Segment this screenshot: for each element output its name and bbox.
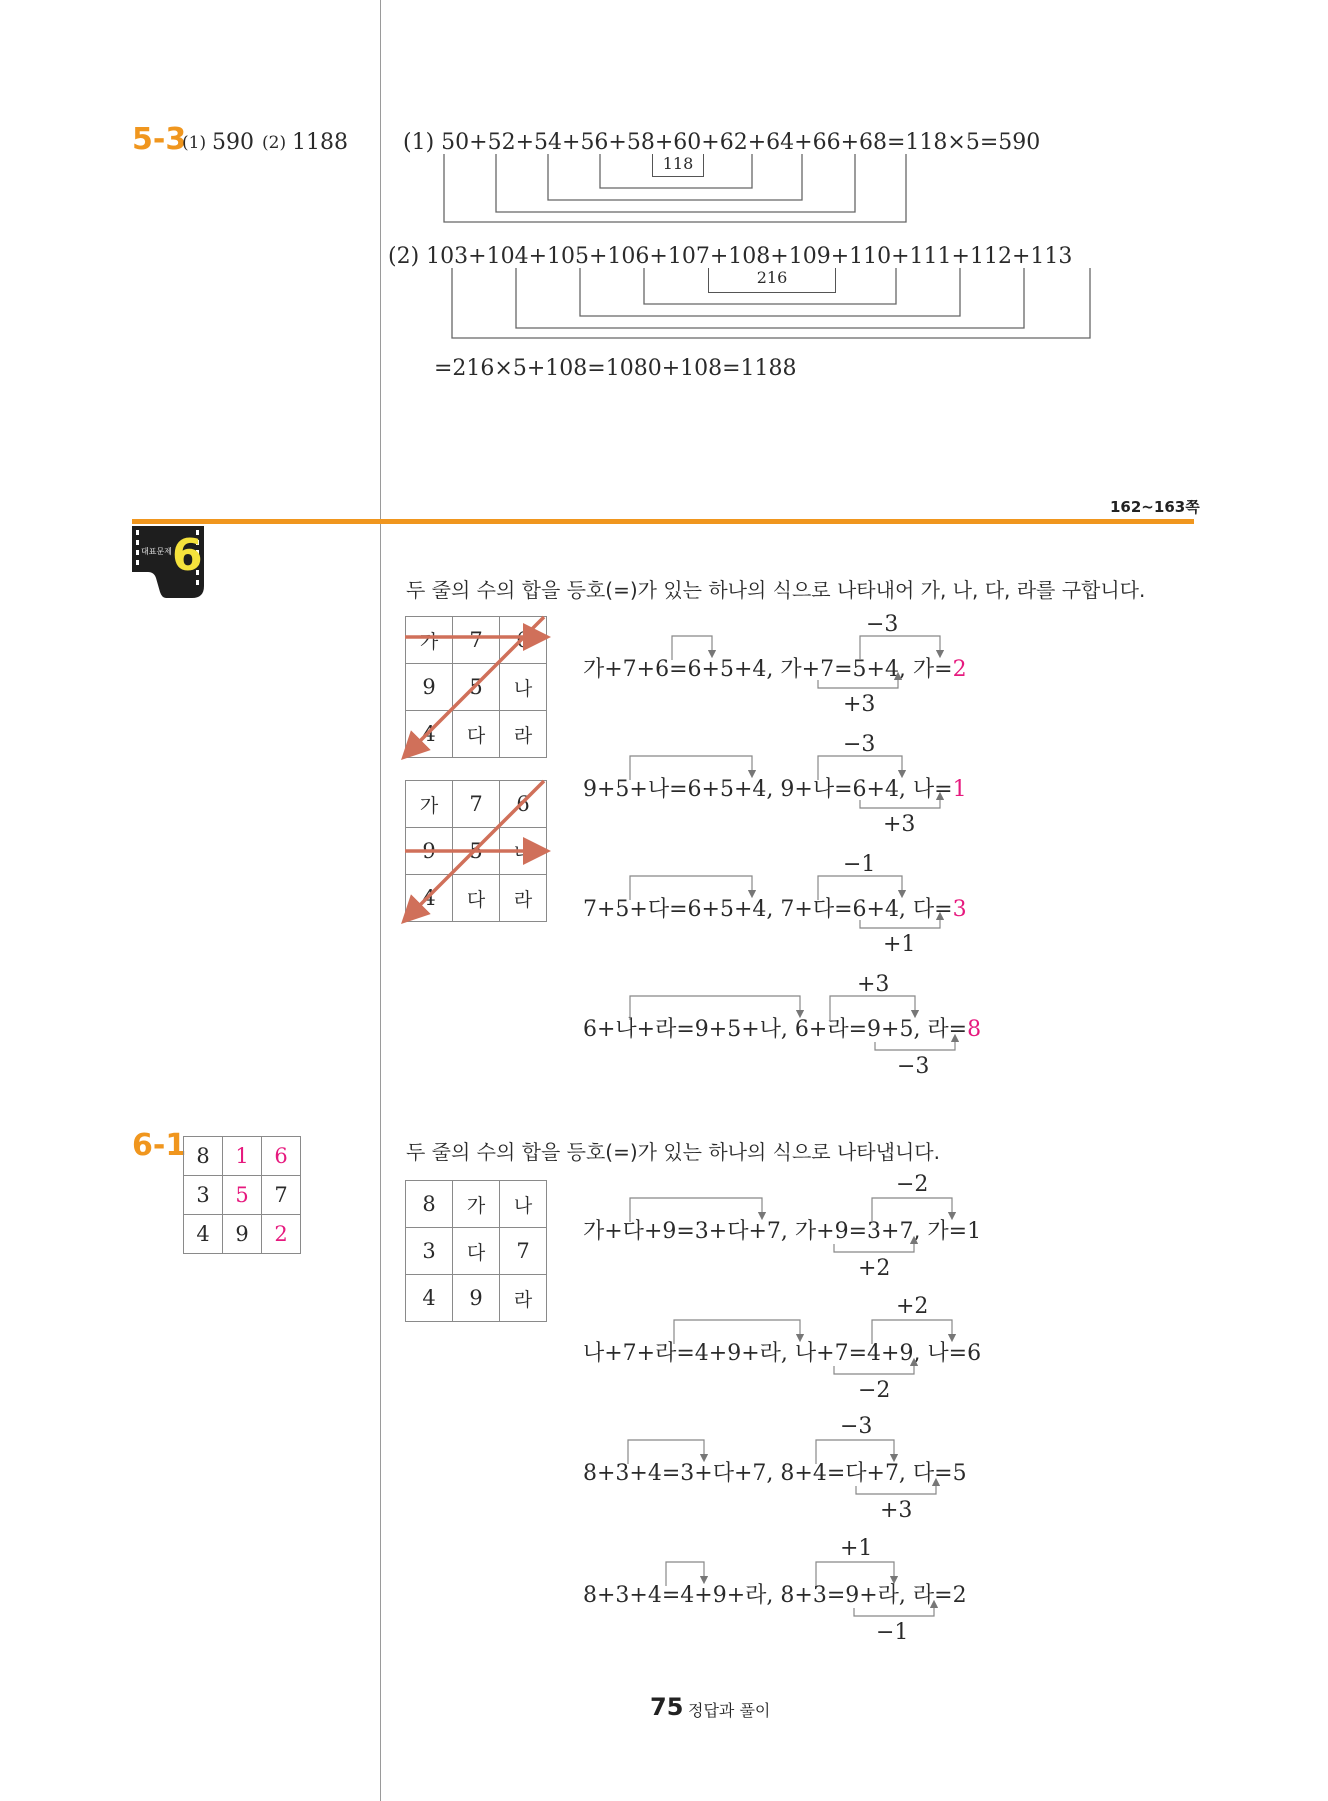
problem-label-6-1: 6-1 xyxy=(132,1128,187,1163)
grid-cell: 나 xyxy=(500,1181,547,1228)
grid-a-cell: 나 xyxy=(500,664,547,711)
step-answer: 3 xyxy=(952,897,967,922)
answer2-num: (2) xyxy=(262,133,287,153)
step-bottom-label: −2 xyxy=(858,1378,891,1403)
rep6-intro: 두 줄의 수의 합을 등호(=)가 있는 하나의 식으로 나타내어 가, 나, 다, 라를 구합니다. xyxy=(406,578,1146,602)
answer-grid-cell: 9 xyxy=(223,1215,262,1254)
grid-b-cell: 4 xyxy=(406,875,453,922)
step-equation: 8+3+4=3+다+7, 8+4=다+7, 다=5 xyxy=(583,1461,967,1486)
answer-grid-cell: 3 xyxy=(184,1176,223,1215)
grid-a-cell: 4 xyxy=(406,711,453,758)
answer2-value: 1188 xyxy=(292,130,348,155)
step-top-label: −3 xyxy=(866,612,899,637)
answer-grid-cell: 5 xyxy=(223,1176,262,1215)
step-top-label: +3 xyxy=(857,972,890,997)
answer-grid-cell: 1 xyxy=(223,1137,262,1176)
step-equation: 6+나+라=9+5+나, 6+라=9+5, 라=8 xyxy=(583,1017,982,1042)
pair-sum-box-2: 216 xyxy=(708,268,836,293)
sum-line-3: =216×5+108=1080+108=1188 xyxy=(434,356,797,381)
step-top-label: −3 xyxy=(843,732,876,757)
grid-a-cell: 라 xyxy=(500,711,547,758)
step-answer: 1 xyxy=(952,777,967,802)
step-equation: 9+5+나=6+5+4, 9+나=6+4, 나=1 xyxy=(583,777,967,802)
step-answer: 2 xyxy=(952,657,967,682)
step-top-label: −1 xyxy=(843,852,876,877)
step-top-label: +2 xyxy=(896,1294,929,1319)
grid-a-cell: 6 xyxy=(500,617,547,664)
grid-a-cell: 가 xyxy=(406,617,453,664)
grid-cell: 라 xyxy=(500,1275,547,1322)
answer1-num: (1) xyxy=(182,133,207,153)
grid-b-cell: 라 xyxy=(500,875,547,922)
step-equation: 가+다+9=3+다+7, 가+9=3+7, 가=1 xyxy=(583,1219,982,1244)
grid-a-cell: 9 xyxy=(406,664,453,711)
badge-number: 6 xyxy=(172,530,203,581)
step-bottom-label: +3 xyxy=(883,812,916,837)
grid-cell: 4 xyxy=(406,1275,453,1322)
step-equation: 나+7+라=4+9+라, 나+7=4+9, 나=6 xyxy=(583,1341,982,1366)
grid-cell: 9 xyxy=(453,1275,500,1322)
grid-cell: 가 xyxy=(453,1181,500,1228)
sum-line-1: (1) 50+52+54+56+58+60+62+64+66+68=118×5=590 xyxy=(403,130,1041,155)
p61-intro: 두 줄의 수의 합을 등호(=)가 있는 하나의 식으로 나타냅니다. xyxy=(406,1140,940,1164)
grid-b-cell: 7 xyxy=(453,781,500,828)
step-equation: 가+7+6=6+5+4, 가+7=5+4, 가=2 xyxy=(583,657,967,682)
grid-cell: 8 xyxy=(406,1181,453,1228)
step-top-label: −2 xyxy=(896,1172,929,1197)
answer-grid-cell: 8 xyxy=(184,1137,223,1176)
step-answer: 8 xyxy=(967,1017,982,1042)
page-number: 75 xyxy=(650,1693,684,1721)
grid-a-cell: 7 xyxy=(453,617,500,664)
answer1-value: 590 xyxy=(212,130,254,155)
grid-b-cell: 다 xyxy=(453,875,500,922)
page-footer-label: 정답과 풀이 xyxy=(688,1701,771,1720)
grid-b-cell: 9 xyxy=(406,828,453,875)
grid-cell: 다 xyxy=(453,1228,500,1275)
grid-cell: 3 xyxy=(406,1228,453,1275)
problem-label-5-3: 5-3 xyxy=(132,122,187,157)
grid-a-cell: 다 xyxy=(453,711,500,758)
step-bottom-label: +2 xyxy=(858,1256,891,1281)
step-bottom-label: +3 xyxy=(843,692,876,717)
step-bottom-label: +3 xyxy=(880,1498,913,1523)
grid-a-cell: 5 xyxy=(453,664,500,711)
grid-cell: 7 xyxy=(500,1228,547,1275)
step-bottom-label: −3 xyxy=(897,1054,930,1079)
grid-b-cell: 5 xyxy=(453,828,500,875)
grid-b-cell: 가 xyxy=(406,781,453,828)
step-equation: 7+5+다=6+5+4, 7+다=6+4, 다=3 xyxy=(583,897,967,922)
step-equation: 8+3+4=4+9+라, 8+3=9+라, 라=2 xyxy=(583,1583,967,1608)
sum-line-2: (2) 103+104+105+106+107+108+109+110+111+112+113 xyxy=(388,244,1073,269)
step-top-label: −3 xyxy=(840,1414,873,1439)
grid-b-cell: 6 xyxy=(500,781,547,828)
answer-grid-cell: 6 xyxy=(262,1137,301,1176)
step-top-label: +1 xyxy=(840,1536,873,1561)
step-bottom-label: −1 xyxy=(876,1620,909,1645)
badge-label: 대표문제 xyxy=(141,547,172,556)
answer-grid-cell: 4 xyxy=(184,1215,223,1254)
grid-b-cell: 나 xyxy=(500,828,547,875)
pair-sum-box-1: 118 xyxy=(652,154,704,177)
answer-grid-cell: 2 xyxy=(262,1215,301,1254)
step-bottom-label: +1 xyxy=(883,932,916,957)
answer-grid-cell: 7 xyxy=(262,1176,301,1215)
page-range: 162~163쪽 xyxy=(1110,498,1200,516)
